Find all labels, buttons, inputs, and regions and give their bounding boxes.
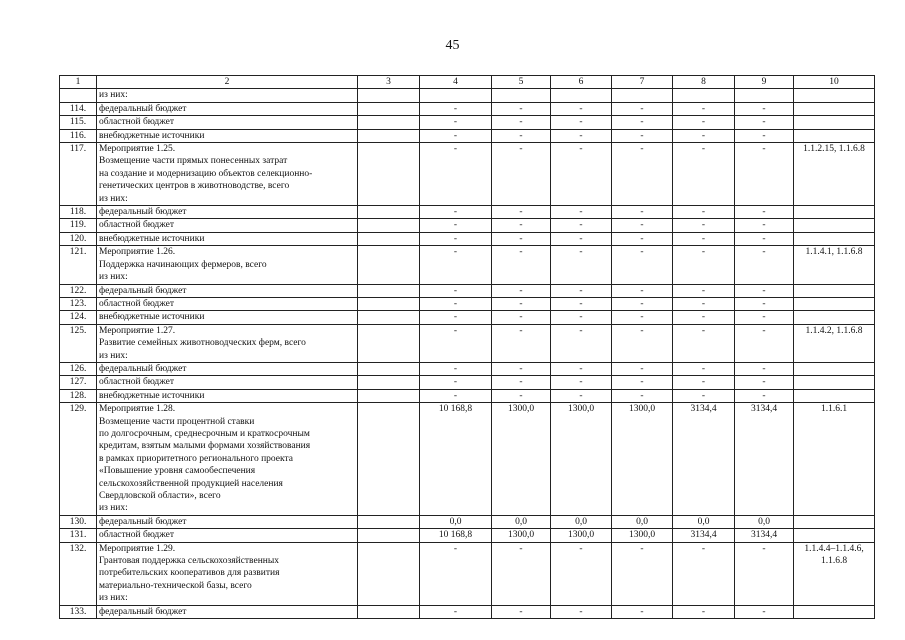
target-code-cell <box>794 102 875 115</box>
value-cell: 0,0 <box>420 515 492 528</box>
description-line: из них: <box>99 90 128 101</box>
col-3-cell <box>358 403 420 516</box>
target-code: 1.1.6.8 <box>820 556 848 567</box>
value-cell: - <box>492 206 551 219</box>
target-code-cell <box>794 542 875 605</box>
value-cell: 0,0 <box>673 515 735 528</box>
value-cell: - <box>612 311 673 324</box>
value-cell: - <box>735 232 794 245</box>
description-line: Возмещение части процентной ставки <box>99 416 255 427</box>
table-row <box>60 116 875 129</box>
description-line: из них: <box>99 272 128 283</box>
target-code: 1.1.4.1, 1.1.6.8 <box>805 247 863 258</box>
column-header: 9 <box>735 76 794 89</box>
table-row <box>60 362 875 375</box>
column-header: 6 <box>551 76 612 89</box>
value-cell: - <box>551 232 612 245</box>
value-cell: - <box>673 311 735 324</box>
description-line: материально-технической базы, всего <box>99 580 252 591</box>
value-cell: - <box>735 102 794 115</box>
value-cell: - <box>612 389 673 402</box>
table-row <box>60 143 875 206</box>
value-cell: 0,0 <box>492 515 551 528</box>
value-cell: 1300,0 <box>492 403 551 516</box>
value-cell: - <box>735 362 794 375</box>
value-cell: - <box>420 297 492 310</box>
col-3-cell <box>358 102 420 115</box>
row-number: 118. <box>60 206 97 219</box>
value-cell: 0,0 <box>612 515 673 528</box>
description-line: сельскохозяйственной продукцией населения <box>99 478 283 489</box>
target-code-cell <box>794 605 875 618</box>
value-cell <box>673 89 735 102</box>
value-cell: - <box>673 143 735 206</box>
table-row <box>60 529 875 542</box>
program-table <box>59 75 875 619</box>
value-cell: - <box>673 116 735 129</box>
description-line: областной бюджет <box>99 220 175 231</box>
value-cell: - <box>492 129 551 142</box>
table-row <box>60 311 875 324</box>
description-line: генетических центров в животноводстве, всего <box>99 181 290 192</box>
value-cell: - <box>735 116 794 129</box>
value-cell: - <box>735 324 794 362</box>
value-cell: - <box>420 605 492 618</box>
value-cell: - <box>673 232 735 245</box>
column-header: 10 <box>794 76 875 89</box>
description-line: областной бюджет <box>99 377 175 388</box>
row-number: 127. <box>60 376 97 389</box>
table-row <box>60 605 875 618</box>
page-number: 45 <box>445 38 460 53</box>
row-description <box>97 232 358 245</box>
description-line: из них: <box>99 350 128 361</box>
value-cell: - <box>551 389 612 402</box>
target-code-cell <box>794 362 875 375</box>
row-number: 120. <box>60 232 97 245</box>
value-cell: - <box>735 206 794 219</box>
table-row <box>60 89 875 102</box>
value-cell: - <box>420 542 492 605</box>
value-cell: - <box>673 246 735 284</box>
col-3-cell <box>358 246 420 284</box>
value-cell: - <box>492 389 551 402</box>
column-header: 8 <box>673 76 735 89</box>
table-row <box>60 129 875 142</box>
value-cell <box>735 89 794 102</box>
col-3-cell <box>358 542 420 605</box>
value-cell: 0,0 <box>551 515 612 528</box>
table-row <box>60 542 875 605</box>
value-cell: 10 168,8 <box>420 403 492 516</box>
description-line: внебюджетные источники <box>99 312 205 323</box>
value-cell: - <box>420 311 492 324</box>
col-3-cell <box>358 232 420 245</box>
description-line: Мероприятие 1.26. <box>99 247 176 258</box>
description-line: Развитие семейных животноводческих ферм, всего <box>99 338 306 349</box>
description-line: в рамках приоритетного регионального проекта <box>99 453 293 464</box>
description-line: из них: <box>99 193 128 204</box>
value-cell: - <box>551 143 612 206</box>
target-code-cell <box>794 89 875 102</box>
description-line: внебюджетные источники <box>99 390 205 401</box>
table-row <box>60 403 875 516</box>
row-description <box>97 542 358 605</box>
table-row <box>60 232 875 245</box>
row-description <box>97 219 358 232</box>
value-cell: - <box>612 324 673 362</box>
value-cell: - <box>551 116 612 129</box>
value-cell: - <box>612 219 673 232</box>
column-header: 1 <box>60 76 97 89</box>
row-description <box>97 324 358 362</box>
row-number: 125. <box>60 324 97 362</box>
target-code-cell <box>794 143 875 206</box>
value-cell: - <box>551 324 612 362</box>
row-number: 116. <box>60 129 97 142</box>
target-code-cell <box>794 129 875 142</box>
value-cell: - <box>551 102 612 115</box>
col-3-cell <box>358 311 420 324</box>
value-cell: 10 168,8 <box>420 529 492 542</box>
row-number: 123. <box>60 297 97 310</box>
target-code-cell <box>794 219 875 232</box>
col-3-cell <box>358 376 420 389</box>
value-cell: - <box>492 284 551 297</box>
table-row <box>60 246 875 284</box>
value-cell: - <box>735 297 794 310</box>
row-number <box>60 89 97 102</box>
row-description <box>97 102 358 115</box>
value-cell: - <box>420 232 492 245</box>
target-code-cell <box>794 515 875 528</box>
table-row <box>60 102 875 115</box>
row-number: 114. <box>60 102 97 115</box>
col-3-cell <box>358 143 420 206</box>
table-row <box>60 515 875 528</box>
target-code-cell <box>794 403 875 516</box>
value-cell: 3134,4 <box>673 529 735 542</box>
value-cell: - <box>420 389 492 402</box>
row-description <box>97 284 358 297</box>
value-cell: - <box>420 376 492 389</box>
row-description <box>97 89 358 102</box>
row-description <box>97 529 358 542</box>
table-body <box>60 89 875 619</box>
value-cell: - <box>492 324 551 362</box>
value-cell: - <box>492 605 551 618</box>
col-3-cell <box>358 129 420 142</box>
row-description <box>97 246 358 284</box>
value-cell: - <box>420 129 492 142</box>
value-cell: - <box>551 206 612 219</box>
description-line: Мероприятие 1.27. <box>99 325 176 336</box>
row-number: 133. <box>60 605 97 618</box>
description-line: федеральный бюджет <box>99 285 187 296</box>
table-row <box>60 324 875 362</box>
description-line: на создание и модернизацию объектов селекционно- <box>99 168 313 179</box>
value-cell: - <box>612 232 673 245</box>
target-code: 1.1.4.2, 1.1.6.8 <box>805 325 863 336</box>
value-cell: - <box>420 362 492 375</box>
value-cell: - <box>612 116 673 129</box>
col-3-cell <box>358 116 420 129</box>
row-number: 124. <box>60 311 97 324</box>
value-cell: - <box>551 362 612 375</box>
row-description <box>97 143 358 206</box>
value-cell: 1300,0 <box>612 403 673 516</box>
value-cell: - <box>673 297 735 310</box>
value-cell: - <box>551 376 612 389</box>
row-number: 119. <box>60 219 97 232</box>
column-header: 7 <box>612 76 673 89</box>
target-code-cell <box>794 284 875 297</box>
description-line: Мероприятие 1.25. <box>99 144 176 155</box>
table-row <box>60 206 875 219</box>
row-number: 115. <box>60 116 97 129</box>
value-cell: - <box>420 102 492 115</box>
description-line: федеральный бюджет <box>99 363 187 374</box>
value-cell: - <box>735 143 794 206</box>
description-line: внебюджетные источники <box>99 130 205 141</box>
value-cell: - <box>735 311 794 324</box>
column-header: 5 <box>492 76 551 89</box>
value-cell: - <box>735 389 794 402</box>
description-line: Поддержка начинающих фермеров, всего <box>99 259 267 270</box>
value-cell: - <box>673 324 735 362</box>
value-cell: - <box>612 284 673 297</box>
value-cell: - <box>735 129 794 142</box>
value-cell: - <box>735 219 794 232</box>
value-cell: - <box>492 116 551 129</box>
col-3-cell <box>358 605 420 618</box>
col-3-cell <box>358 362 420 375</box>
value-cell: - <box>420 116 492 129</box>
col-3-cell <box>358 515 420 528</box>
description-line: кредитам, взятым малыми формами хозяйствования <box>99 441 311 452</box>
description-line: федеральный бюджет <box>99 207 187 218</box>
value-cell: - <box>551 246 612 284</box>
target-code: 1.1.2.15, 1.1.6.8 <box>803 144 865 155</box>
description-line: Возмещение части прямых понесенных затрат <box>99 156 288 167</box>
row-description <box>97 311 358 324</box>
col-3-cell <box>358 206 420 219</box>
value-cell: - <box>551 311 612 324</box>
value-cell: 1300,0 <box>612 529 673 542</box>
description-line: областной бюджет <box>99 117 175 128</box>
value-cell: - <box>420 143 492 206</box>
value-cell: - <box>673 376 735 389</box>
row-number: 130. <box>60 515 97 528</box>
row-description <box>97 403 358 516</box>
value-cell: 1300,0 <box>492 529 551 542</box>
table-row <box>60 389 875 402</box>
row-description <box>97 389 358 402</box>
target-code-cell <box>794 206 875 219</box>
value-cell: - <box>673 129 735 142</box>
row-description <box>97 376 358 389</box>
col-3-cell <box>358 297 420 310</box>
target-code-cell <box>794 246 875 284</box>
value-cell: - <box>673 102 735 115</box>
col-3-cell <box>358 389 420 402</box>
value-cell: - <box>612 605 673 618</box>
value-cell: - <box>673 605 735 618</box>
column-header: 2 <box>97 76 358 89</box>
value-cell: - <box>420 324 492 362</box>
col-3-cell <box>358 529 420 542</box>
column-header: 4 <box>420 76 492 89</box>
table-row <box>60 297 875 310</box>
value-cell: - <box>735 605 794 618</box>
value-cell: 3134,4 <box>673 403 735 516</box>
value-cell: - <box>735 246 794 284</box>
column-header: 3 <box>358 76 420 89</box>
value-cell: - <box>492 102 551 115</box>
col-3-cell <box>358 219 420 232</box>
value-cell: - <box>673 219 735 232</box>
value-cell <box>612 89 673 102</box>
description-line: «Повышение уровня самообеспечения <box>99 466 256 477</box>
description-line: Грантовая поддержка сельскохозяйственных <box>99 556 280 567</box>
row-number: 128. <box>60 389 97 402</box>
value-cell: - <box>492 143 551 206</box>
value-cell: 1300,0 <box>551 529 612 542</box>
row-description <box>97 605 358 618</box>
value-cell: - <box>551 284 612 297</box>
table-row <box>60 219 875 232</box>
row-description <box>97 515 358 528</box>
value-cell: - <box>420 246 492 284</box>
value-cell: 1300,0 <box>551 403 612 516</box>
target-code-cell <box>794 297 875 310</box>
value-cell <box>492 89 551 102</box>
description-line: Мероприятие 1.29. <box>99 543 176 554</box>
row-number: 121. <box>60 246 97 284</box>
row-number: 126. <box>60 362 97 375</box>
value-cell: - <box>612 129 673 142</box>
value-cell: - <box>492 219 551 232</box>
value-cell: - <box>492 246 551 284</box>
value-cell: - <box>673 206 735 219</box>
value-cell: - <box>492 297 551 310</box>
row-number: 122. <box>60 284 97 297</box>
col-3-cell <box>358 89 420 102</box>
description-line: федеральный бюджет <box>99 606 187 617</box>
description-line: федеральный бюджет <box>99 103 187 114</box>
description-line: из них: <box>99 593 128 604</box>
value-cell: - <box>420 219 492 232</box>
value-cell: - <box>420 284 492 297</box>
value-cell <box>551 89 612 102</box>
table-row <box>60 284 875 297</box>
description-line: потребительских кооперативов для развития <box>99 568 280 579</box>
value-cell: - <box>735 376 794 389</box>
value-cell: - <box>551 129 612 142</box>
target-code: 1.1.4.4–1.1.4.6, <box>804 543 864 554</box>
col-3-cell <box>358 284 420 297</box>
value-cell: - <box>492 376 551 389</box>
row-number: 117. <box>60 143 97 206</box>
value-cell: - <box>612 246 673 284</box>
target-code: 1.1.6.1 <box>820 404 848 415</box>
value-cell: - <box>612 297 673 310</box>
value-cell: - <box>612 362 673 375</box>
value-cell: - <box>612 143 673 206</box>
row-description <box>97 362 358 375</box>
target-code-cell <box>794 116 875 129</box>
value-cell: - <box>612 206 673 219</box>
description-line: из них: <box>99 503 128 514</box>
target-code-cell <box>794 529 875 542</box>
row-description <box>97 297 358 310</box>
description-line: областной бюджет <box>99 530 175 541</box>
row-number: 131. <box>60 529 97 542</box>
description-line: областной бюджет <box>99 298 175 309</box>
value-cell: 0,0 <box>735 515 794 528</box>
value-cell: - <box>673 542 735 605</box>
value-cell: - <box>612 102 673 115</box>
value-cell: - <box>612 376 673 389</box>
value-cell: - <box>551 219 612 232</box>
target-code-cell <box>794 232 875 245</box>
value-cell: 3134,4 <box>735 529 794 542</box>
target-code-cell <box>794 376 875 389</box>
header-row <box>60 76 875 89</box>
col-3-cell <box>358 324 420 362</box>
row-description <box>97 116 358 129</box>
value-cell: - <box>551 297 612 310</box>
value-cell: - <box>735 542 794 605</box>
description-line: по долгосрочным, среднесрочным и краткосрочным <box>99 428 310 439</box>
value-cell: - <box>612 542 673 605</box>
value-cell: 3134,4 <box>735 403 794 516</box>
value-cell: - <box>492 362 551 375</box>
row-number: 129. <box>60 403 97 516</box>
table-row <box>60 376 875 389</box>
value-cell: - <box>551 605 612 618</box>
value-cell: - <box>735 284 794 297</box>
value-cell: - <box>420 206 492 219</box>
target-code-cell <box>794 311 875 324</box>
target-code-cell <box>794 324 875 362</box>
description-line: Свердловской области», всего <box>99 491 221 501</box>
row-number: 132. <box>60 542 97 605</box>
target-code-cell <box>794 389 875 402</box>
value-cell <box>420 89 492 102</box>
value-cell: - <box>673 389 735 402</box>
row-description <box>97 129 358 142</box>
value-cell: - <box>492 232 551 245</box>
value-cell: - <box>492 542 551 605</box>
value-cell: - <box>673 362 735 375</box>
description-line: федеральный бюджет <box>99 516 187 527</box>
description-line: внебюджетные источники <box>99 233 205 244</box>
row-description <box>97 206 358 219</box>
description-line: Мероприятие 1.28. <box>99 404 176 415</box>
value-cell: - <box>551 542 612 605</box>
value-cell: - <box>673 284 735 297</box>
value-cell: - <box>492 311 551 324</box>
